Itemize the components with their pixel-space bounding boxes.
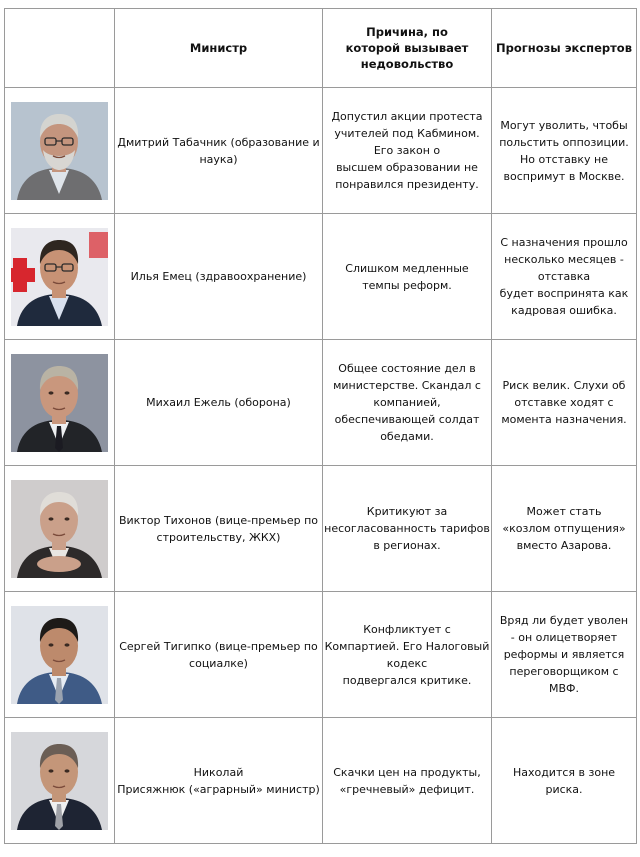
reason-line: Критикуют за [366,505,448,518]
minister-name-cell [115,718,323,844]
reason-line: учителей под Кабмином. [334,127,480,140]
forecast-line: момента назначения. [501,413,627,426]
minister-name-cell [115,592,323,718]
header-reason [323,9,492,88]
reason-line: высшем образовании не [336,161,478,174]
reason-line: темпы реформ. [362,278,452,292]
portrait-svg [11,228,108,326]
minister-photo [11,732,108,830]
forecast-line: Может стать [526,505,602,518]
minister-photo [11,228,108,326]
portrait-svg [11,480,108,578]
forecast-cell [492,592,637,718]
minister-name-line: социалке) [189,656,248,670]
minister-photo [11,480,108,578]
forecast-cell [492,466,637,592]
photo-cell [5,88,115,214]
reason-line: Допустил акции протеста [331,110,483,123]
reason-line: Скачки цен на продукты, [333,765,481,779]
photo-cell [5,592,115,718]
minister-name-cell [115,340,323,466]
table-row [5,466,637,592]
photo-cell [5,214,115,340]
portrait-svg [11,732,108,830]
forecast-line: риска. [545,782,583,796]
reason-line: кодекс [386,656,428,670]
reason-line: подвергался критике. [342,673,472,687]
photo-cell [5,466,115,592]
table-header-row [5,9,637,88]
reason-cell [323,466,492,592]
reason-line: Компартией. Его Налоговый [324,639,490,653]
table-row [5,340,637,466]
minister-name-line: Присяжнюк («аграрный» министр) [117,782,320,796]
minister-name-cell [115,214,323,340]
forecast-line: реформы и является [503,648,625,661]
reason-line: понравился президенту. [335,178,479,191]
forecast-line: несколько месяцев - [504,253,624,266]
forecast-line: вместо Азарова. [516,539,612,552]
reason-cell [323,718,492,844]
forecast-line: Могут уволить, чтобы [500,118,628,132]
minister-photo [11,102,108,200]
reason-cell [323,340,492,466]
portrait-svg [11,102,108,200]
minister-name-line: Сергей Тигипко (вице-премьер по [119,639,318,653]
reason-line: «гречневый» дефицит. [339,782,475,796]
minister-name-line: Николай [193,765,244,779]
table-body [5,88,637,844]
reason-line: министерстве. Скандал с [333,379,481,392]
forecast-line: будет воспринята как [499,287,629,300]
header-minister: Министр [115,9,323,88]
table-row [5,88,637,214]
forecast-line: «козлом отпущения» [502,522,626,535]
photo-cell [5,340,115,466]
forecast-cell [492,214,637,340]
reason-line: обеспечивающей солдат [334,413,480,426]
forecast-line: С назначения прошло [500,236,628,249]
forecast-line: кадровая ошибка. [511,304,617,317]
forecast-line: - он олицетворяет [510,631,618,644]
forecast-cell [492,718,637,844]
reason-line: в регионах. [373,539,441,552]
forecast-line: Вряд ли будет уволен [499,614,629,627]
minister-photo [11,354,108,452]
forecast-line: польстить оппозиции. [499,135,629,149]
header-photo [5,9,115,88]
forecast-cell [492,88,637,214]
minister-name-line: Дмитрий Табачник (образование и [117,135,320,149]
minister-name-line: Илья Емец (здравоохранение) [130,270,307,283]
table-row [5,214,637,340]
table-row [5,718,637,844]
forecast-line: МВФ. [548,682,579,695]
forecast-line: воспримут в Москве. [503,169,625,183]
minister-name-line: Виктор Тихонов (вице-премьер по [118,513,318,527]
reason-cell [323,88,492,214]
reason-cell [323,592,492,718]
forecast-cell [492,340,637,466]
portrait-svg [11,354,108,452]
minister-name-cell [115,88,323,214]
reason-line: Конфликтует с [363,622,451,636]
header-forecast: Прогнозы экспертов [492,9,637,88]
minister-name-line: наука) [199,152,238,166]
table-row [5,592,637,718]
minister-name-line: строительству, ЖКХ) [156,530,281,544]
ministers-table [4,8,637,844]
forecast-line: Но отставку не [520,152,608,166]
reason-line: обедами. [380,430,434,443]
minister-name-cell [115,466,323,592]
forecast-line: отставке ходят с [514,396,614,409]
reason-line: компанией, [373,396,441,409]
minister-photo [11,606,108,704]
reason-line: Общее состояние дел в [338,362,476,375]
reason-line: Его закон о [373,144,441,157]
reason-line: Слишком медленные [345,261,469,275]
header-reason-line: Причина, по [366,25,448,39]
reason-line: несогласованность тарифов [324,522,490,535]
forecast-line: Находится в зоне [512,765,616,779]
header-reason-line: которой вызывает [345,41,469,55]
portrait-svg [11,606,108,704]
forecast-line: переговорщиком с [509,665,619,678]
forecast-line: отставка [537,270,591,283]
forecast-line: Риск велик. Слухи об [502,379,626,392]
header-reason-line: недовольство [360,57,454,71]
minister-name-line: Михаил Ежель (оборона) [146,396,291,409]
photo-cell [5,718,115,844]
reason-cell [323,214,492,340]
